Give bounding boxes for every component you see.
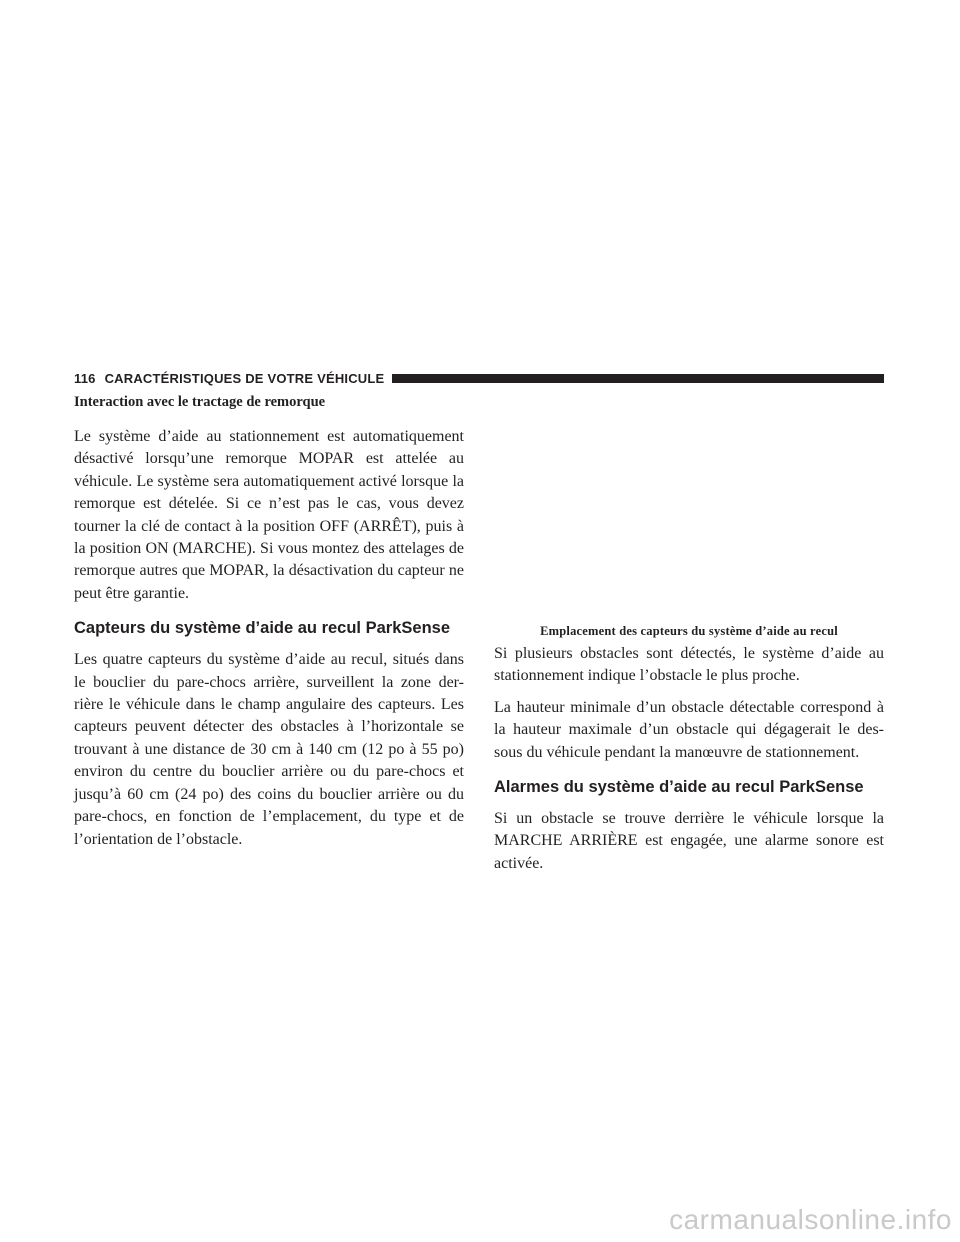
multiple-obstacles-paragraph: Si plusieurs obstacles sont détectés, le système d’aide au stationnement indique l’obstacle le plus proche.: [494, 645, 884, 685]
right-column: [494, 643, 884, 884]
trailer-towing-subheading: Interaction avec le tractage de remorque: [74, 394, 326, 410]
sensors-paragraph: Les quatre capteurs du système d’aide au recul, situés dans le bouclier du pare-chocs arrière, surveillent la zone der-rière le véhicule dans le champ angulaire des capteurs. Les capteurs peuvent détecter des obstacles à l’horizontale se trouvant à une distance de 30 cm à 140 cm (12 po à 55 po) environ du centre du bouclier arrière ou du pare-chocs et jusqu’à 60 cm (24 po) des coins du bouclier arrière ou du pare-chocs, en fonction de l’emplacement, du type et de l’orientation de l’obstacle.: [74, 651, 464, 848]
header-rule: [392, 374, 884, 383]
minimum-height-paragraph: La hauteur minimale d’un obstacle détectable correspond à la hauteur maximale d’un obstacle qui dégagerait le des-sous du véhicule pendant la manœuvre de stationnement.: [494, 698, 884, 761]
alarms-paragraph: Si un obstacle se trouve derrière le véhicule lorsque la MARCHE ARRIÈRE est engagée, une alarme sonore est activée.: [494, 810, 884, 872]
section-title: CARACTÉRISTIQUES DE VOTRE VÉHICULE: [104, 370, 385, 386]
sensor-location-figure: [494, 391, 884, 621]
alarms-heading: Alarmes du système d’aide au recul ParkSense: [494, 778, 864, 797]
left-column: [74, 392, 464, 860]
trailer-towing-paragraph: Le système d’aide au stationnement est automatiquement désactivé lorsqu’une remorque MOPAR est attelée au véhicule. Le système sera automatiquement activé lorsque la remorque est dételée. Si ce n’est pas le cas, vous devez tourner la clé de contact à la position OFF (ARRÊT), puis à la position ON (MARCHE). Si vous montez des attelages de remorque autres que MOPAR, la désactivation du capteur ne peut être garantie.: [74, 428, 464, 602]
figure-caption: Emplacement des capteurs du système d’aide au recul: [540, 624, 838, 638]
page-number: 116: [74, 370, 96, 386]
watermark-text: carmanualsonline.info: [669, 1204, 952, 1235]
page-header: [74, 369, 884, 387]
sensors-heading: Capteurs du système d’aide au recul ParkSense: [74, 619, 450, 638]
